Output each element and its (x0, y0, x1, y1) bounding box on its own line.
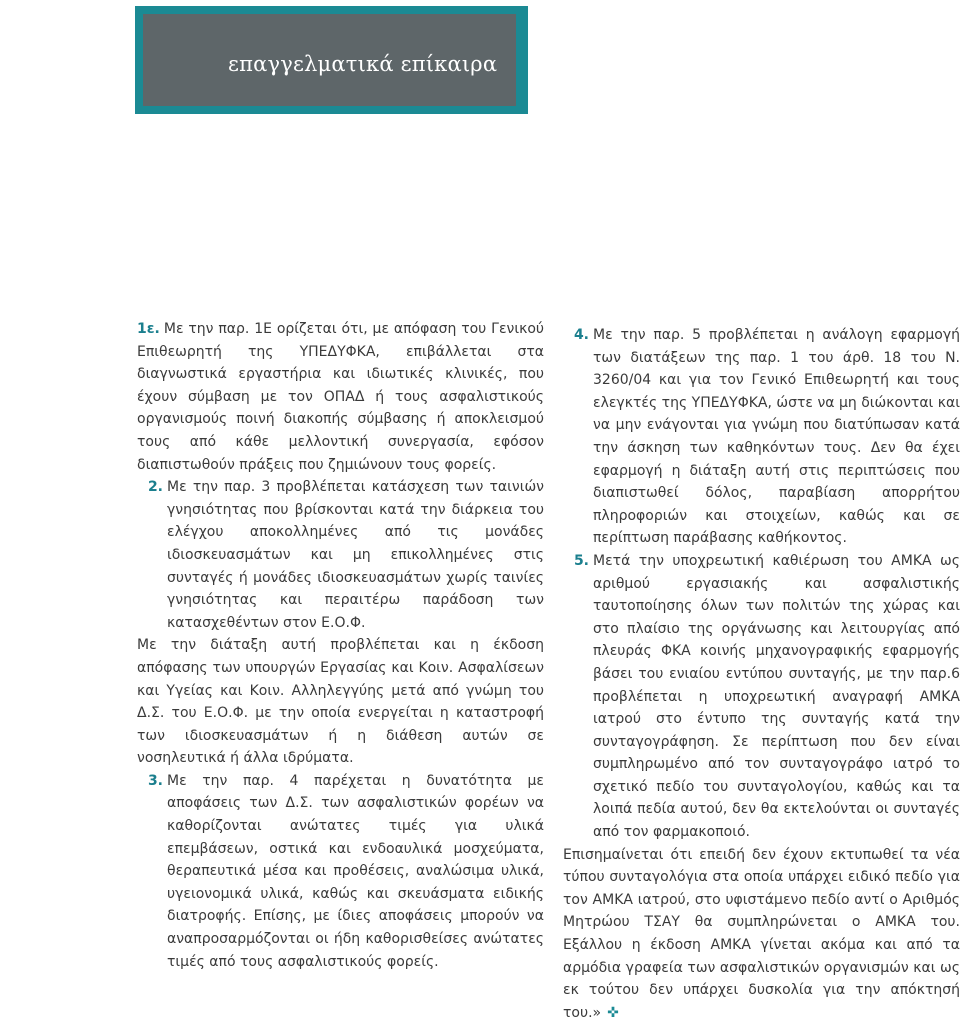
header-box (143, 14, 516, 106)
item-number: 5. (573, 552, 589, 569)
item-text: Με την παρ. 3 προβλέπεται κατάσχεση των ταινιών γνησιότητας που βρίσκονται κατά την διάρκεια του ελέγχου αποκολλημένες από τις μονάδες ιδιοσκευασμάτων και μη επικολλημένες στις συνταγές ή μονάδες ιδιοσκευασμάτων χωρίς ταινίες γνησιότητας και περαιτέρω παράδοση των κατασχεθέντων στον Ε.Ο.Φ. (167, 479, 544, 631)
closing-text: Επισημαίνεται ότι επειδή δεν έχουν εκτυπωθεί τα νέα τύπου συνταγολόγια στα οποία υπάρχει ειδικό πεδίο για τον ΑΜΚΑ ιατρού, στο υφιστάμενο πεδίο αντί ο Αριθμός Μητρώου ΤΣΑΥ θα συμπληρώνεται ο ΑΜΚΑ του. Εξάλλου η έκδοση ΑΜΚΑ γίνεται ακόμα και από τα αρμόδια γραφεία των ασφαλιστικών οργανισμών και ως εκ τούτου δεν υπάρχει δυσκολία για την απόκτησή του.» (563, 846, 960, 1021)
item-text: Με την παρ. 1Ε ορίζεται ότι, με απόφαση του Γενικού Επιθεωρητή της ΥΠΕΔΥΦΚΑ, επιβάλλεται στα διαγνωστικά εργαστήρια και ιδιωτικές κλινικές, που έχουν σύμβαση με τον ΟΠΑΔ ή τους ασφαλιστικούς οργανισμούς ποινή διακοπής σύμβασης ή αποκλεισμού τους από κάθε μελλοντική συνεργασία, εφόσον διαπιστωθούν πράξεις που ζημιώνουν τους φορείς. (137, 321, 544, 473)
item-number: 1ε. (137, 321, 160, 337)
closing-paragraph (563, 844, 960, 1024)
left-column (137, 318, 544, 973)
item-text: Με την παρ. 5 προβλέπεται η ανάλογη εφαρμογή των διατάξεων της παρ. 1 του άρθ. 18 του Ν. 3260/04 και για τον Γενικό Επιθεωρητή και τους ελεγκτές της ΥΠΕΔΥΦΚΑ, ώστε να μη διώκονται και να μην ενάγονται για γνώμη που διατύπωσαν κατά την άσκηση των καθηκόντων τους. Δεν θα έχει εφαρμογή η διάταξη αυτή στις περιπτώσεις που διαπιστωθεί δόλος, παραβίαση απορρήτου πληροφοριών και στοιχείων, καθώς και σε περίπτωση παράβασης καθήκοντος. (593, 327, 960, 547)
list-item-5 (563, 550, 960, 844)
end-mark-icon: ✜ (607, 1004, 619, 1021)
item-text: Με την παρ. 4 παρέχεται η δυνατότητα με αποφάσεις των Δ.Σ. των ασφαλιστικών φορέων να καθορίζονται ανώτατες τιμές για υλικά επεμβάσεων, οστικά και ενδοαυλικά μοσχεύματα, θεραπευτικά μέσα και προθέσεις, αναλώσιμα υλικά, υγειονομικά υλικά, καθώς και σκευάσματα ειδικής διατροφής. Επίσης, με ίδιες αποφάσεις μπορούν να αναπροσαρμόζονται οι ήδη καθορισθείσες ανώτατες τιμές από τους ασφαλιστικούς φορείς. (167, 772, 544, 970)
list-item-4 (563, 324, 960, 550)
header-band (135, 6, 528, 114)
right-column (563, 324, 960, 1024)
item-text: Μετά την υποχρεωτική καθιέρωση του ΑΜΚΑ ως αριθμού εργασιακής και ασφαλιστικής ταυτοποίησης όλων των πολιτών της χώρας και στο πλαίσιο της οργάνωσης και λειτουργίας από πλευράς ΦΚΑ κοινής μηχανογραφικής εφαρμογής βάσει του ενιαίου εντύπου συνταγής, με την παρ.6 προβλέπεται η υποχρεωτική αναγραφή ΑΜΚΑ ιατρού στο έντυπο της συνταγής κατά την συνταγογράφηση. Σε περίπτωση που δεν είναι συμπληρωμένο από τον συνταγογράφο ιατρό το σχετικό πεδίο του συνταγολογίου, καθώς και τα λοιπά πεδία αυτού, δεν θα εκτελούνται οι συνταγές από τον φαρμακοποιό. (593, 552, 960, 841)
list-item-1e (137, 318, 544, 476)
item-number: 2. (147, 479, 163, 496)
body-paragraph: Με την διάταξη αυτή προβλέπεται και η έκδοση απόφασης των υπουργών Εργασίας και Κοιν. Ασφαλίσεων και Υγείας και Κοιν. Αλληλεγγύης μετά από γνώμη του Δ.Σ. του Ε.Ο.Φ. με την οποία ενεργείται η καταστροφή των ιδιοσκευασμάτων ή η διάθεση αυτών σε νοσηλευτικά ή άλλα ιδρύματα. (137, 637, 544, 767)
item-number: 3. (147, 772, 163, 789)
list-item-2 (137, 476, 544, 634)
section-title: επαγγελματικά επίκαιρα (228, 52, 498, 76)
list-item-3 (137, 770, 544, 973)
item-number: 4. (573, 327, 589, 343)
